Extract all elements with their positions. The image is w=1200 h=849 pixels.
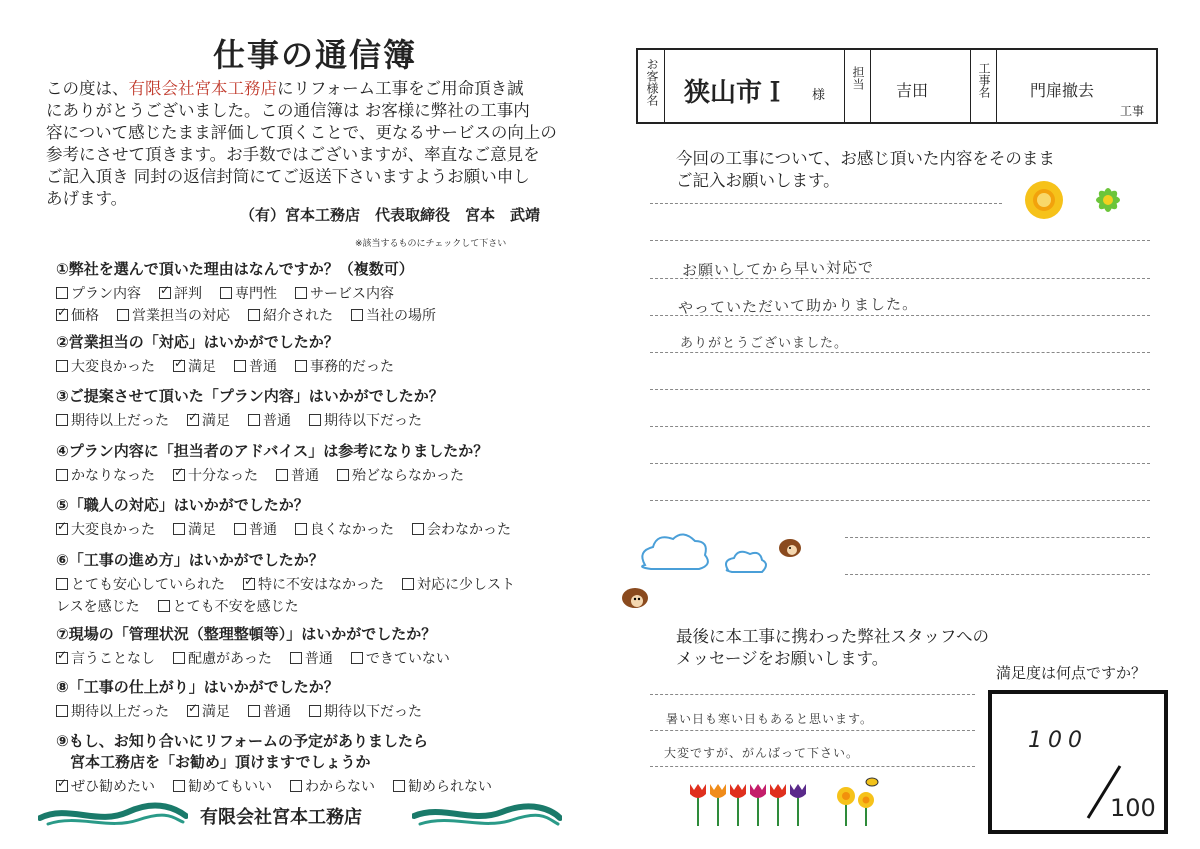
option-label: 期待以上だった xyxy=(71,704,169,720)
option[interactable] xyxy=(248,410,291,430)
intro-company: 有限会社宮本工務店 xyxy=(128,79,277,98)
question-3 xyxy=(56,385,444,430)
ruled-line xyxy=(650,389,1150,390)
work-label-cell xyxy=(970,50,997,122)
option-label: 勧められない xyxy=(408,779,492,795)
option-label: 営業担当の対応 xyxy=(132,308,230,324)
checkbox[interactable] xyxy=(402,578,414,590)
option[interactable] xyxy=(56,596,140,616)
tulip-decoration xyxy=(686,774,886,828)
checked-checkbox[interactable] xyxy=(187,705,199,717)
comment-line: やっていただいて助かりました。 xyxy=(677,294,919,318)
work-name: 門扉撤去 xyxy=(1030,81,1095,100)
staff-label: 担当 xyxy=(851,66,865,90)
option-label: 満足 xyxy=(188,359,216,375)
option-label: 普通 xyxy=(249,522,277,538)
option-label: 対応に少しスト xyxy=(417,577,515,593)
ruled-line xyxy=(845,574,1150,575)
wave-decoration-left xyxy=(38,800,188,830)
checkbox[interactable] xyxy=(295,523,307,535)
comment-prompt-line: ご記入お願いします。 xyxy=(676,171,840,190)
option[interactable] xyxy=(56,410,169,430)
question-text: ③ご提案させて頂いた「プラン内容」はいかがでしたか？ xyxy=(56,387,444,405)
option-label: プラン内容 xyxy=(71,286,141,302)
score-label: 満足度は何点ですか？ xyxy=(996,664,1147,682)
checkbox[interactable] xyxy=(56,287,68,299)
question-1 xyxy=(56,258,454,325)
option-label: 事務的だった xyxy=(310,359,394,375)
option[interactable] xyxy=(393,776,492,796)
score-max: 100 xyxy=(1110,794,1156,822)
checkbox[interactable] xyxy=(173,523,185,535)
option[interactable] xyxy=(173,465,258,485)
option[interactable] xyxy=(220,283,277,303)
checkbox[interactable] xyxy=(56,414,68,426)
question-text: ⑦現場の「管理状況（整理整頓等）」はいかがでしたか？ xyxy=(56,625,437,643)
option[interactable] xyxy=(117,305,230,325)
signature: （有）宮本工務店 代表取締役 宮本 武靖 xyxy=(240,206,541,224)
option[interactable] xyxy=(56,465,155,485)
option-label: 言うことなし xyxy=(71,651,155,667)
option-label: 十分なった xyxy=(188,468,258,484)
option[interactable] xyxy=(56,356,155,376)
staff-label-cell xyxy=(844,50,871,122)
option[interactable] xyxy=(187,410,230,430)
option-label: 紹介された xyxy=(263,308,333,324)
option-label: 勧めてもいい xyxy=(188,779,272,795)
intro-line: この度は、 xyxy=(46,79,129,98)
option[interactable] xyxy=(56,701,169,721)
checked-checkbox[interactable] xyxy=(187,414,199,426)
comment-line: お願いしてから早い対応で xyxy=(681,258,875,280)
checked-checkbox[interactable] xyxy=(56,652,68,664)
option-label: 殆どならなかった xyxy=(352,468,464,484)
intro-line: ご記入頂き 同封の返信封筒にてご返送下さいますようお願い申し xyxy=(46,167,530,186)
checkbox[interactable] xyxy=(351,309,363,321)
intro-line: 容について感じたまま評価して頂くことで、更なるサービスの向上の xyxy=(46,123,557,142)
work-suffix: 工事 xyxy=(1120,104,1145,118)
checkbox[interactable] xyxy=(56,360,68,372)
option[interactable] xyxy=(173,519,216,539)
score-box xyxy=(988,690,1168,834)
customer-suffix: 様 xyxy=(812,88,826,103)
option-label: ぜひ勧めたい xyxy=(71,779,155,795)
checkbox[interactable] xyxy=(56,705,68,717)
ruled-line xyxy=(650,426,1150,427)
comment-prompt xyxy=(676,148,1055,192)
option[interactable] xyxy=(173,648,272,668)
ruled-line xyxy=(650,240,1150,241)
message-prompt xyxy=(676,626,989,670)
option-label: わからない xyxy=(305,779,375,795)
option-label: 普通 xyxy=(249,359,277,375)
message-line: 大変ですが、がんばって下さい。 xyxy=(664,746,860,760)
option[interactable] xyxy=(173,356,216,376)
checkbox[interactable] xyxy=(276,469,288,481)
checkbox[interactable] xyxy=(290,652,302,664)
option[interactable] xyxy=(295,356,394,376)
option-label: 価格 xyxy=(71,308,99,324)
option[interactable] xyxy=(402,574,515,594)
checkbox[interactable] xyxy=(220,287,232,299)
comment-line: ありがとうございました。 xyxy=(680,336,849,351)
option-label: 普通 xyxy=(291,468,319,484)
option[interactable] xyxy=(412,519,511,539)
option[interactable] xyxy=(290,776,375,796)
checkbox[interactable] xyxy=(412,523,424,535)
option[interactable] xyxy=(295,519,394,539)
message-prompt-line: 最後に本工事に携わった弊社スタッフへの xyxy=(676,627,990,646)
option-label: 期待以下だった xyxy=(324,704,422,720)
option-label: かなりなった xyxy=(71,468,155,484)
option[interactable] xyxy=(248,701,291,721)
customer-name-cell xyxy=(664,50,845,122)
score-value: 100 xyxy=(1028,728,1088,753)
ruled-line xyxy=(650,766,975,767)
checked-checkbox[interactable] xyxy=(159,287,171,299)
option-label: 会わなかった xyxy=(427,522,511,538)
option[interactable] xyxy=(56,519,155,539)
intro-line: あげます。 xyxy=(46,189,128,208)
option[interactable] xyxy=(351,648,450,668)
option[interactable] xyxy=(243,574,384,594)
cloud-bird-decoration xyxy=(610,520,825,620)
wave-decoration-right xyxy=(412,800,562,830)
option[interactable] xyxy=(248,305,333,325)
checkbox[interactable] xyxy=(295,360,307,372)
customer-label: お客様名 xyxy=(645,58,659,106)
checked-checkbox[interactable] xyxy=(56,309,68,321)
option[interactable] xyxy=(290,648,333,668)
option[interactable] xyxy=(337,465,464,485)
ruled-line xyxy=(650,463,1150,464)
question-9 xyxy=(56,730,510,796)
footer-company: 有限会社宮本工務店 xyxy=(200,807,362,828)
question-text: ⑨もし、お知り合いにリフォームの予定がありましたら xyxy=(56,732,428,750)
question-text: 宮本工務店を「お勧め」頂けますでしょうか xyxy=(70,753,371,771)
message-line: 暑い日も寒い日もあると思います。 xyxy=(666,712,874,726)
question-text: ①弊社を選んで頂いた理由はなんですか？（複数可） xyxy=(56,260,414,278)
ruled-line xyxy=(650,500,1150,501)
option-label: 当社の場所 xyxy=(366,308,436,324)
option-label: 満足 xyxy=(202,413,230,429)
option[interactable] xyxy=(173,776,272,796)
info-header xyxy=(636,48,1158,124)
question-5 xyxy=(56,494,529,539)
option-label: 評判 xyxy=(174,286,202,302)
question-text: ⑤「職人の対応」はいかがでしたか？ xyxy=(56,496,309,514)
option-label: 満足 xyxy=(188,522,216,538)
intro-line: にありがとうございました。この通信簿は お客様に弊社の工事内 xyxy=(46,101,530,120)
flower-decoration xyxy=(1020,178,1140,222)
option[interactable] xyxy=(234,356,277,376)
message-prompt-line: メッセージをお願いします。 xyxy=(676,649,889,668)
option[interactable] xyxy=(158,596,299,616)
checkbox[interactable] xyxy=(290,780,302,792)
work-label: 工事名 xyxy=(977,62,991,98)
question-6 xyxy=(56,549,533,616)
customer-name: 狭山市Ｉ xyxy=(684,78,789,108)
checkbox[interactable] xyxy=(248,414,260,426)
question-text: ⑧「工事の仕上がり」はいかがでしたか？ xyxy=(56,678,339,696)
checkbox[interactable] xyxy=(117,309,129,321)
staff-name: 吉田 xyxy=(896,81,929,100)
checkbox[interactable] xyxy=(234,360,246,372)
option[interactable] xyxy=(276,465,319,485)
checkbox[interactable] xyxy=(309,414,321,426)
checkbox[interactable] xyxy=(393,780,405,792)
ruled-line xyxy=(650,730,975,731)
question-2 xyxy=(56,331,412,376)
option[interactable] xyxy=(56,776,155,796)
option-label: とても安心していられた xyxy=(71,577,225,593)
checked-checkbox[interactable] xyxy=(173,469,185,481)
checkbox[interactable] xyxy=(248,705,260,717)
checkbox[interactable] xyxy=(295,287,307,299)
option-label: 大変良かった xyxy=(71,522,155,538)
checkbox[interactable] xyxy=(337,469,349,481)
ruled-line xyxy=(650,203,1002,204)
intro-line: にリフォーム工事をご用命頂き誠 xyxy=(277,79,524,98)
option[interactable] xyxy=(56,648,155,668)
checkbox[interactable] xyxy=(234,523,246,535)
option-label: 特に不安はなかった xyxy=(258,577,384,593)
option[interactable] xyxy=(309,410,422,430)
checkbox[interactable] xyxy=(56,469,68,481)
checked-checkbox[interactable] xyxy=(56,523,68,535)
option-label: 専門性 xyxy=(235,286,277,302)
option-label: 大変良かった xyxy=(71,359,155,375)
ruled-line xyxy=(845,537,1150,538)
option[interactable] xyxy=(159,283,202,303)
checked-checkbox[interactable] xyxy=(243,578,255,590)
question-4 xyxy=(56,440,488,485)
option-label: レスを感じた xyxy=(56,599,140,615)
option[interactable] xyxy=(56,305,99,325)
checkbox[interactable] xyxy=(173,780,185,792)
option-label: 満足 xyxy=(202,704,230,720)
check-note: ※該当するものにチェックして下さい xyxy=(355,239,507,249)
option[interactable] xyxy=(187,701,230,721)
option[interactable] xyxy=(234,519,277,539)
option[interactable] xyxy=(295,283,394,303)
checked-checkbox[interactable] xyxy=(173,360,185,372)
checkbox[interactable] xyxy=(56,578,68,590)
option-label: 普通 xyxy=(263,413,291,429)
option[interactable] xyxy=(309,701,422,721)
question-8 xyxy=(56,676,440,721)
option[interactable] xyxy=(56,283,141,303)
checkbox[interactable] xyxy=(173,652,185,664)
checkbox[interactable] xyxy=(158,600,170,612)
option-label: 期待以下だった xyxy=(324,413,422,429)
option-label: サービス内容 xyxy=(310,286,394,302)
ruled-line xyxy=(650,694,975,695)
staff-name-cell xyxy=(870,50,971,122)
option[interactable] xyxy=(56,574,225,594)
checkbox[interactable] xyxy=(248,309,260,321)
option-label: 期待以上だった xyxy=(71,413,169,429)
option-label: できていない xyxy=(365,651,450,667)
option[interactable] xyxy=(351,305,436,325)
comment-prompt-line: 今回の工事について、お感じ頂いた内容をそのまま xyxy=(676,149,1055,168)
question-text: ②営業担当の「対応」はいかがでしたか？ xyxy=(56,333,339,351)
question-7 xyxy=(56,623,468,668)
page-title: 仕事の通信簿 xyxy=(212,36,417,74)
option-label: とても不安を感じた xyxy=(172,599,299,615)
intro-text xyxy=(46,78,626,210)
work-name-cell xyxy=(996,50,1156,122)
checkbox[interactable] xyxy=(309,705,321,717)
checkbox[interactable] xyxy=(351,652,363,664)
question-text: ⑥「工事の進め方」はいかがでしたか？ xyxy=(56,551,324,569)
intro-line: 参考にさせて頂きます。お手数ではございますが、率直なご意見を xyxy=(46,145,540,164)
option-label: 配慮があった xyxy=(188,651,272,667)
customer-label-cell xyxy=(638,50,665,122)
option-label: 良くなかった xyxy=(310,522,394,538)
option-label: 普通 xyxy=(263,704,291,720)
checked-checkbox[interactable] xyxy=(56,780,68,792)
ruled-line xyxy=(650,352,1150,353)
question-text: ④プラン内容に「担当者のアドバイス」は参考になりましたか？ xyxy=(56,442,489,460)
option-label: 普通 xyxy=(304,651,333,667)
